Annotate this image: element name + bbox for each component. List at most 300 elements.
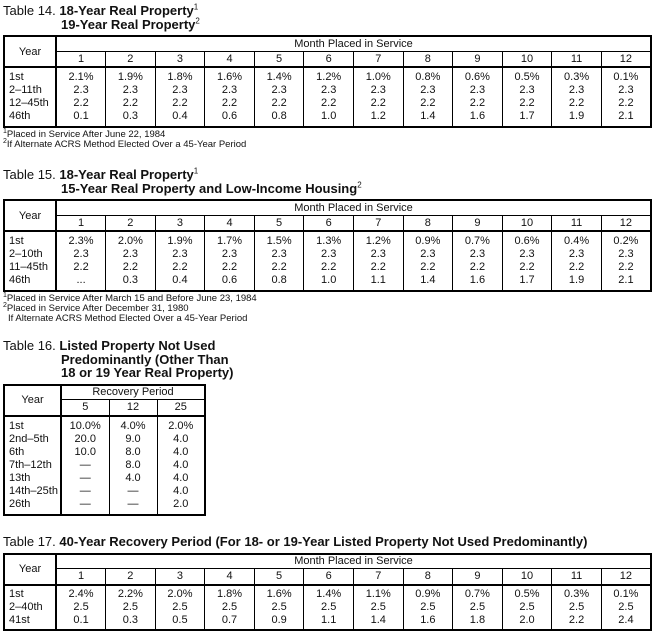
header-row (4, 554, 651, 569)
data-cell: 1.2 (353, 110, 403, 127)
data-cell: 0.3% (552, 67, 602, 84)
data-cell: 2.2 (403, 97, 453, 110)
data-cell: 0.3% (552, 585, 602, 601)
data-cell: — (61, 472, 109, 485)
data-cell: 4.0% (109, 416, 157, 433)
data-cell: 2.3% (56, 231, 106, 248)
data-cell: 4.0 (157, 485, 205, 498)
column-header-row (4, 569, 651, 585)
data-cell: 1.1 (304, 614, 354, 630)
data-cell: 2.1 (601, 110, 651, 127)
table-row (4, 67, 651, 84)
group-header: Month Placed in Service (56, 200, 651, 215)
table-16 (3, 384, 206, 516)
table-number-label: Table 16. (3, 338, 60, 353)
data-cell: 2.2 (106, 261, 156, 274)
data-cell: 2.0 (502, 614, 552, 630)
table-17-title (3, 535, 652, 549)
data-cell: 20.0 (61, 433, 109, 446)
data-cell: 2.2 (601, 97, 651, 110)
data-cell: 2.5 (304, 601, 354, 614)
data-cell: 1.4 (403, 274, 453, 291)
data-cell: 0.7% (453, 231, 503, 248)
data-cell: 1.1 (353, 274, 403, 291)
year-column-header: Year (4, 200, 56, 231)
table-15-section (3, 168, 652, 324)
data-cell: 8.0 (109, 446, 157, 459)
table-row (4, 110, 651, 127)
data-cell: 2.2 (56, 261, 106, 274)
table-17-body (4, 585, 651, 630)
data-cell: 2.2 (601, 261, 651, 274)
table-row (4, 614, 651, 630)
table-row (4, 585, 651, 601)
data-cell: 10.0 (61, 446, 109, 459)
table-title-line (3, 339, 652, 353)
table-title-line (3, 4, 652, 18)
group-header: Recovery Period (61, 385, 205, 400)
group-header: Month Placed in Service (56, 554, 651, 569)
column-header: 2 (106, 215, 156, 231)
data-cell: 2.3 (403, 248, 453, 261)
data-cell: 1.7% (205, 231, 255, 248)
data-cell: 0.7% (453, 585, 503, 601)
data-cell: 2.3 (304, 248, 354, 261)
data-cell: 0.6 (205, 274, 255, 291)
year-cell: 46th (4, 110, 56, 127)
table-number-label: Table 15. (3, 167, 60, 182)
data-cell: 0.5% (502, 585, 552, 601)
column-header: 11 (552, 215, 602, 231)
data-cell: 2.3 (601, 84, 651, 97)
table-title-text: 15-Year Real Property and Low-Income Housing (61, 180, 358, 196)
table-14-footnotes (3, 127, 652, 150)
table-title-line (3, 18, 652, 32)
table-14 (3, 35, 652, 128)
year-cell: 1st (4, 416, 61, 433)
footnote-marker: 2 (3, 301, 7, 309)
table-17 (3, 553, 652, 631)
data-cell: 2.3 (453, 84, 503, 97)
data-cell: — (109, 498, 157, 515)
footnote-text: If Alternate ACRS Method Elected Over a 45-Year Period (6, 139, 247, 150)
table-title-text: 18-Year Real Property (59, 167, 194, 182)
data-cell: 0.5 (155, 614, 205, 630)
data-cell: 0.1% (601, 67, 651, 84)
year-cell: 7th–12th (4, 459, 61, 472)
data-cell: 8.0 (109, 459, 157, 472)
column-header: 9 (453, 569, 503, 585)
data-cell: 2.2 (552, 97, 602, 110)
year-cell: 2–11th (4, 84, 56, 97)
column-header: 5 (61, 400, 109, 416)
column-header: 12 (601, 569, 651, 585)
column-header: 7 (353, 51, 403, 67)
column-header: 3 (155, 51, 205, 67)
data-cell: 4.0 (109, 472, 157, 485)
data-cell: 4.0 (157, 459, 205, 472)
data-cell: 2.2 (453, 97, 503, 110)
data-cell: 4.0 (157, 446, 205, 459)
year-cell: 12–45th (4, 97, 56, 110)
column-header: 1 (56, 215, 106, 231)
column-header: 4 (205, 569, 255, 585)
data-cell: 2.3 (502, 248, 552, 261)
data-cell: 2.3 (403, 84, 453, 97)
data-cell: 2.5 (601, 601, 651, 614)
data-cell: 2.0% (106, 231, 156, 248)
column-header: 11 (552, 51, 602, 67)
header-row (4, 200, 651, 215)
data-cell: 1.1% (353, 585, 403, 601)
data-cell: 2.2 (155, 97, 205, 110)
data-cell: 2.3 (106, 84, 156, 97)
data-cell: 2.2 (106, 97, 156, 110)
year-column-header: Year (4, 36, 56, 67)
data-cell: — (61, 485, 109, 498)
column-header-row (4, 215, 651, 231)
column-header: 10 (502, 51, 552, 67)
data-cell: 2.3 (453, 248, 503, 261)
data-cell: 1.0 (304, 274, 354, 291)
data-cell: 2.3 (106, 248, 156, 261)
data-cell: 0.5% (502, 67, 552, 84)
footnote-line (3, 137, 652, 150)
data-cell: — (109, 485, 157, 498)
data-cell: 0.4 (155, 110, 205, 127)
column-header: 8 (403, 215, 453, 231)
data-cell: 0.3 (106, 274, 156, 291)
year-cell: 2nd–5th (4, 433, 61, 446)
data-cell: 2.3 (205, 84, 255, 97)
data-cell: 1.6 (453, 110, 503, 127)
data-cell: 9.0 (109, 433, 157, 446)
column-header: 4 (205, 215, 255, 231)
column-header: 12 (109, 400, 157, 416)
data-cell: 2.2 (353, 261, 403, 274)
data-cell: 0.6% (453, 67, 503, 84)
data-cell: 0.1% (601, 585, 651, 601)
table-17-header (4, 554, 651, 585)
data-cell: 1.0 (304, 110, 354, 127)
table-row (4, 84, 651, 97)
data-cell: 0.3 (106, 110, 156, 127)
table-row (4, 231, 651, 248)
data-cell: 0.3 (106, 614, 156, 630)
table-row (4, 601, 651, 614)
column-header: 8 (403, 569, 453, 585)
year-cell: 1st (4, 585, 56, 601)
column-header: 4 (205, 51, 255, 67)
data-cell: 10.0% (61, 416, 109, 433)
table-title-line (3, 168, 652, 182)
data-cell: 2.0% (157, 416, 205, 433)
data-cell: 1.6 (453, 274, 503, 291)
table-title-text: 18 or 19 Year Real Property) (61, 365, 234, 380)
data-cell: 1.9 (552, 110, 602, 127)
data-cell: 2.2% (106, 585, 156, 601)
data-cell: 2.3 (552, 248, 602, 261)
data-cell: 2.3 (56, 248, 106, 261)
year-cell: 1st (4, 67, 56, 84)
data-cell: 1.0% (353, 67, 403, 84)
table-row (4, 472, 205, 485)
data-cell: 0.8 (254, 110, 304, 127)
table-title-text: Listed Property Not Used (59, 338, 216, 353)
table-17-section (3, 535, 652, 632)
year-column-header: Year (4, 554, 56, 585)
column-header: 9 (453, 51, 503, 67)
footnote-marker: 2 (195, 16, 200, 26)
table-14-title (3, 4, 652, 31)
data-cell: 2.2 (502, 261, 552, 274)
data-cell: 2.3 (155, 84, 205, 97)
data-cell: 2.2 (552, 614, 602, 630)
data-cell: 1.8% (205, 585, 255, 601)
data-cell: 2.2 (304, 97, 354, 110)
data-cell: 1.2% (353, 231, 403, 248)
column-header: 5 (254, 215, 304, 231)
footnote-text: Placed in Service After March 15 and Before June 23, 1984 (6, 293, 257, 304)
column-header: 2 (106, 569, 156, 585)
footnote-marker: 1 (193, 166, 199, 176)
data-cell: 0.1 (56, 614, 106, 630)
data-cell: 2.5 (155, 601, 205, 614)
footnote-marker: 1 (193, 2, 199, 12)
data-cell: 2.2 (304, 261, 354, 274)
year-cell: 41st (4, 614, 56, 630)
table-row (4, 433, 205, 446)
column-header: 5 (254, 51, 304, 67)
data-cell: ... (56, 274, 106, 291)
data-cell: 0.9% (403, 585, 453, 601)
data-cell: 2.2 (353, 97, 403, 110)
table-title-text: 40-Year Recovery Period (For 18- or 19-Year Listed Property Not Used Predominantly) (59, 534, 588, 549)
data-cell: — (61, 459, 109, 472)
column-header: 8 (403, 51, 453, 67)
table-row (4, 446, 205, 459)
data-cell: 0.8 (254, 274, 304, 291)
header-row (4, 385, 205, 400)
data-cell: 2.2 (552, 261, 602, 274)
data-cell: 1.4 (353, 614, 403, 630)
column-header: 2 (106, 51, 156, 67)
data-cell: 1.7 (502, 274, 552, 291)
table-row (4, 485, 205, 498)
year-cell: 46th (4, 274, 56, 291)
column-header: 1 (56, 51, 106, 67)
data-cell: 2.2 (502, 97, 552, 110)
table-title-line (3, 535, 652, 549)
data-cell: 1.2% (304, 67, 354, 84)
column-header: 5 (254, 569, 304, 585)
table-title-text: 19-Year Real Property (61, 16, 196, 32)
column-header: 10 (502, 569, 552, 585)
data-cell: 2.3 (304, 84, 354, 97)
data-cell: — (61, 498, 109, 515)
data-cell: 0.4 (155, 274, 205, 291)
data-cell: 2.4% (56, 585, 106, 601)
data-cell: 0.4% (552, 231, 602, 248)
data-cell: 2.0% (155, 585, 205, 601)
data-cell: 1.4 (403, 110, 453, 127)
data-cell: 2.5 (106, 601, 156, 614)
data-cell: 2.3 (254, 84, 304, 97)
data-cell: 0.1 (56, 110, 106, 127)
table-15-footnotes (3, 291, 652, 324)
table-number-label: Table 17. (3, 534, 60, 549)
data-cell: 2.5 (56, 601, 106, 614)
data-cell: 2.2 (205, 261, 255, 274)
column-header: 6 (304, 569, 354, 585)
table-row (4, 97, 651, 110)
data-cell: 2.1 (601, 274, 651, 291)
column-header: 10 (502, 215, 552, 231)
data-cell: 1.9% (155, 231, 205, 248)
header-row (4, 36, 651, 51)
data-cell: 2.4 (601, 614, 651, 630)
column-header: 7 (353, 215, 403, 231)
data-cell: 2.2 (403, 261, 453, 274)
column-header: 1 (56, 569, 106, 585)
data-cell: 1.5% (254, 231, 304, 248)
table-title-line (3, 366, 652, 380)
group-header: Month Placed in Service (56, 36, 651, 51)
data-cell: 2.1% (56, 67, 106, 84)
year-cell: 14th–25th (4, 485, 61, 498)
table-row (4, 416, 205, 433)
data-cell: 1.8 (453, 614, 503, 630)
data-cell: 2.2 (254, 97, 304, 110)
table-14-section (3, 4, 652, 150)
data-cell: 0.6% (502, 231, 552, 248)
data-cell: 2.3 (56, 84, 106, 97)
table-title-text: Predominantly (Other Than (61, 351, 229, 367)
data-cell: 2.5 (403, 601, 453, 614)
table-16-header (4, 385, 205, 416)
data-cell: 2.2 (453, 261, 503, 274)
column-header: 9 (453, 215, 503, 231)
data-cell: 0.6 (205, 110, 255, 127)
footnote-text: If Alternate ACRS Method Elected Over a 45-Year Period (8, 313, 248, 324)
footnote-text: Placed in Service After December 31, 1980 (6, 303, 189, 314)
table-15-title (3, 168, 652, 195)
data-cell: 2.5 (254, 601, 304, 614)
column-header: 11 (552, 569, 602, 585)
table-14-body (4, 67, 651, 127)
data-cell: 2.0 (157, 498, 205, 515)
data-cell: 1.8% (155, 67, 205, 84)
table-title-line (3, 353, 652, 367)
table-title-line (3, 182, 652, 196)
data-cell: 1.7 (502, 110, 552, 127)
footnote-marker: 2 (3, 137, 7, 145)
table-row (4, 261, 651, 274)
year-cell: 1st (4, 231, 56, 248)
data-cell: 1.4% (254, 67, 304, 84)
data-cell: 2.3 (353, 84, 403, 97)
column-header-row (4, 51, 651, 67)
footnote-marker: 1 (3, 127, 7, 135)
data-cell: 2.3 (552, 84, 602, 97)
table-row (4, 248, 651, 261)
data-cell: 2.3 (254, 248, 304, 261)
data-cell: 2.2 (155, 261, 205, 274)
column-header: 12 (601, 51, 651, 67)
data-cell: 2.3 (502, 84, 552, 97)
table-row (4, 274, 651, 291)
data-cell: 0.2% (601, 231, 651, 248)
data-cell: 1.6% (254, 585, 304, 601)
column-header: 3 (155, 215, 205, 231)
footnote-marker: 1 (3, 291, 7, 299)
year-column-header: Year (4, 385, 61, 416)
year-cell: 26th (4, 498, 61, 515)
column-header: 6 (304, 215, 354, 231)
data-cell: 1.4% (304, 585, 354, 601)
table-15-body (4, 231, 651, 291)
table-row (4, 498, 205, 515)
data-cell: 2.3 (155, 248, 205, 261)
data-cell: 1.3% (304, 231, 354, 248)
footnote-line (3, 314, 652, 324)
data-cell: 2.2 (56, 97, 106, 110)
data-cell: 0.8% (403, 67, 453, 84)
column-header: 12 (601, 215, 651, 231)
data-cell: 2.5 (353, 601, 403, 614)
data-cell: 2.5 (552, 601, 602, 614)
data-cell: 2.5 (453, 601, 503, 614)
table-14-header (4, 36, 651, 67)
data-cell: 0.7 (205, 614, 255, 630)
table-15-header (4, 200, 651, 231)
data-cell: 2.2 (254, 261, 304, 274)
data-cell: 4.0 (157, 472, 205, 485)
data-cell: 1.6% (205, 67, 255, 84)
table-16-body (4, 416, 205, 515)
data-cell: 0.9% (403, 231, 453, 248)
table-title-text: 18-Year Real Property (59, 3, 194, 18)
data-cell: 2.5 (205, 601, 255, 614)
data-cell: 2.3 (205, 248, 255, 261)
data-cell: 1.6 (403, 614, 453, 630)
data-cell: 0.9 (254, 614, 304, 630)
year-cell: 6th (4, 446, 61, 459)
table-16-title (3, 339, 652, 380)
data-cell: 4.0 (157, 433, 205, 446)
table-16-section (3, 339, 652, 518)
year-cell: 13th (4, 472, 61, 485)
data-cell: 1.9% (106, 67, 156, 84)
footnote-marker: 2 (357, 180, 362, 190)
data-cell: 1.9 (552, 274, 602, 291)
data-cell: 2.3 (601, 248, 651, 261)
data-cell: 2.3 (353, 248, 403, 261)
year-cell: 2–40th (4, 601, 56, 614)
table-row (4, 459, 205, 472)
column-header: 25 (157, 400, 205, 416)
column-header: 6 (304, 51, 354, 67)
table-15 (3, 199, 652, 292)
column-header: 7 (353, 569, 403, 585)
data-cell: 2.2 (205, 97, 255, 110)
data-cell: 2.5 (502, 601, 552, 614)
year-cell: 2–10th (4, 248, 56, 261)
column-header: 3 (155, 569, 205, 585)
table-number-label: Table 14. (3, 3, 60, 18)
year-cell: 11–45th (4, 261, 56, 274)
footnote-text: Placed in Service After June 22, 1984 (6, 129, 166, 140)
